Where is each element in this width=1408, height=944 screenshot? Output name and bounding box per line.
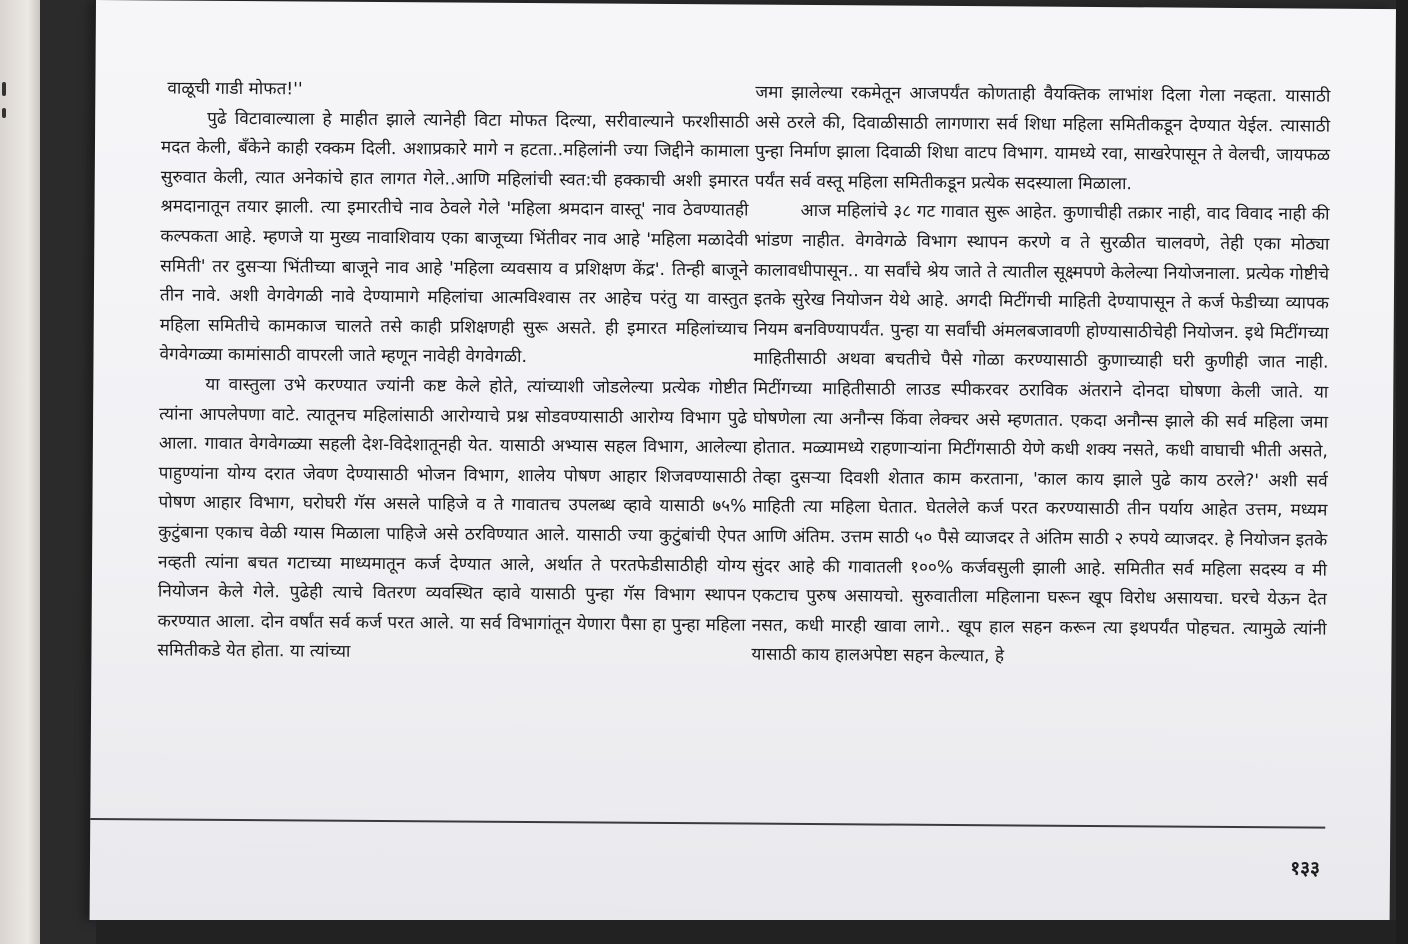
- adjacent-page-edge: [0, 0, 40, 944]
- adjacent-page-mark: [2, 108, 6, 118]
- right-text-column: [751, 79, 1330, 675]
- paragraph: वाळूची गाडी मोफत!'': [167, 78, 303, 100]
- adjacent-page-mark: [2, 82, 6, 96]
- paragraph: या वास्तुला उभे करण्यात ज्यांनी कष्ट केले होते, त्यांच्याशी जोडलेल्या प्रत्येक गोष्टीत त्यांना आपलेपणा वाटे. त्यातूनच महिलांसाठी आरोग्याचे प्रश्न सोडवण्यासाठी आरोग्य विभाग पुढे आला. गावात वेगवेगळ्या सहली देश-विदेशातूनही येत. यासाठी अभ्यास सहल विभाग, आलेल्या पाहुण्यांना योग्य दरात जेवण देण्यासाठी भोजन विभाग, शालेय पोषण आहार शिजवण्यासाठी पोषण आहार विभाग, घरोघरी गॅस असले पाहिजे व ते गावातच उपलब्ध व्हावे यासाठी ७५% कुटुंबाना एकाच वेळी ग्यास मिळाला पाहिजे असे ठरविण्यात आले. यासाठी ज्या कुटुंबांची ऐपत नव्हती त्यांना बचत गटाच्या माध्यमातून कर्ज देण्यात आले, अर्थात ते परतफेडीसाठीही योग्य नियोजन केले गेले. पुढेही त्याचे वितरण व्यवस्थित व्हावे यासाठी पुन्हा गॅस विभाग स्थापन करण्यात आला. दोन वर्षांत सर्व कर्ज परत आले. या सर्व विभागांतून येणारा पैसा हा पुन्हा महिला समितीकडे येत होता. या त्यांच्या: [157, 374, 748, 663]
- background-shadow: [1396, 0, 1408, 944]
- paragraph: पुढे विटावाल्याला हे माहीत झाले त्यानेही विटा मोफत दिल्या, सरीवाल्याने फरशीसाठी मदत केली, बँकेने काही रक्कम दिली. अशाप्रकारे मागे न हटता..महिलांनी ज्या जिद्दीने कामाला सुरुवात केली, त्यात अनेकांचे हात लागत गेले..आणि महिलांची स्वत:ची हक्काची अशी इमारत श्रमदानातून तयार झाली. त्या इमारतीचे नाव ठेवले गेले 'महिला श्रमदान वास्तू' नाव ठेवण्यातही कल्पकता आहे. म्हणजे या मुख्य नावाशिवाय एका बाजूच्या भिंतीवर नाव आहे 'महिला मळादेवी समिती' तर दुसऱ्या भिंतीच्या बाजूने नाव आहे 'महिला व्यवसाय व प्रशिक्षण केंद्र'. तिन्ही बाजूने तीन नावे. अशी वेगवेगळी नावे देण्यामागे महिलांचा आत्मविश्वास तर आहेच परंतु या वास्तुत महिला समितीचे कामकाज चालते तसे काही प्रशिक्षणही सुरू असते. ही इमारत महिलांच्याच वेगवेगळ्या कामांसाठी वापरली जाते म्हणून नावेही वेगवेगळी.: [159, 108, 750, 368]
- page-number: १३३: [1290, 857, 1321, 880]
- book-page: [90, 0, 1396, 929]
- background-shadow: [96, 920, 1408, 944]
- paragraph: जमा झालेल्या रकमेतून आजपर्यंत कोणताही वैयक्तिक लाभांश दिला गेला नव्हता. यासाठी असे ठरले की, दिवाळीसाठी लागणारा सर्व शिधा महिला समितीकडून देण्यात येईल. त्यासाठी पुन्हा निर्माण झाला दिवाळी शिधा वाटप विभाग. यामध्ये रवा, साखरेपासून ते वेलची, जायफळ पर्यंत सर्व वस्तू महिला समितीकडून प्रत्येक सदस्याला मिळाला.: [754, 82, 1331, 195]
- left-text-column: [157, 74, 749, 670]
- footer-rule: [90, 818, 1325, 829]
- paragraph: आज महिलांचे ३८ गट गावात सुरू आहेत. कुणाचीही तक्रार नाही, वाद विवाद नाही की भांडण नाहीत. वेगवेगळे विभाग स्थापन करणे व ते सुरळीत चालवणे, तेही एका मोठ्या कालावधीपासून.. या सर्वांचे श्रेय जाते ते त्यातील सूक्ष्मपणे केलेल्या नियोजनाला. प्रत्येक गोष्टीचे इतके सुरेख नियोजन येथे आहे. अगदी मिटींगची माहिती देण्यापासून ते कर्ज फेडीच्या व्यापक नियम बनविण्यापर्यंत. पुन्हा या सर्वांची अंमलबजावणी होण्यासाठीचेही नियोजन. इथे मिटींगच्या माहितीसाठी अथवा बचतीचे पैसे गोळा करण्यासाठी कुणाच्याही घरी कुणीही जात नाही. मिटींगच्या माहितीसाठी लाउड स्पीकरवर ठराविक अंतराने दोनदा घोषणा केली जाते. या घोषणेला त्या अनौन्स किंवा लेक्चर असे म्हणतात. एकदा अनौन्स झाले की सर्व महिला जमा होतात. मळ्यामध्ये राहणाऱ्यांना मिटींगसाठी येणे कधी शक्य नसते, कधी वाघाची भीती असते, तेव्हा दुसऱ्या दिवशी शेतात काम करताना, 'काल काय झाले पुढे काय ठरले?' अशी सर्व माहिती त्या महिला घेतात. घेतलेले कर्ज परत करण्यासाठी तीन पर्याय आहेत उत्तम, मध्यम आणि अंतिम. उत्तम साठी ५० पैसे व्याजदर ते अंतिम साठी २ रुपये व्याजदर. हे नियोजन इतके सुंदर आहे की गावातली १००% कर्जवसुली झाली आहे. समितीत सर्व महिला सदस्य व मी एकटाच पुरुष असायचो. सुरुवातीला महिलाना घरून खूप विरोध असायचा. घरचे येऊन देत नसत, कधी मारही खावा लागे.. खूप हाल सहन करून त्या इथपर्यंत पोहचत. त्यामुळे त्यांनी यासाठी काय हालअपेष्टा सहन केल्यात, हे: [751, 201, 1330, 667]
